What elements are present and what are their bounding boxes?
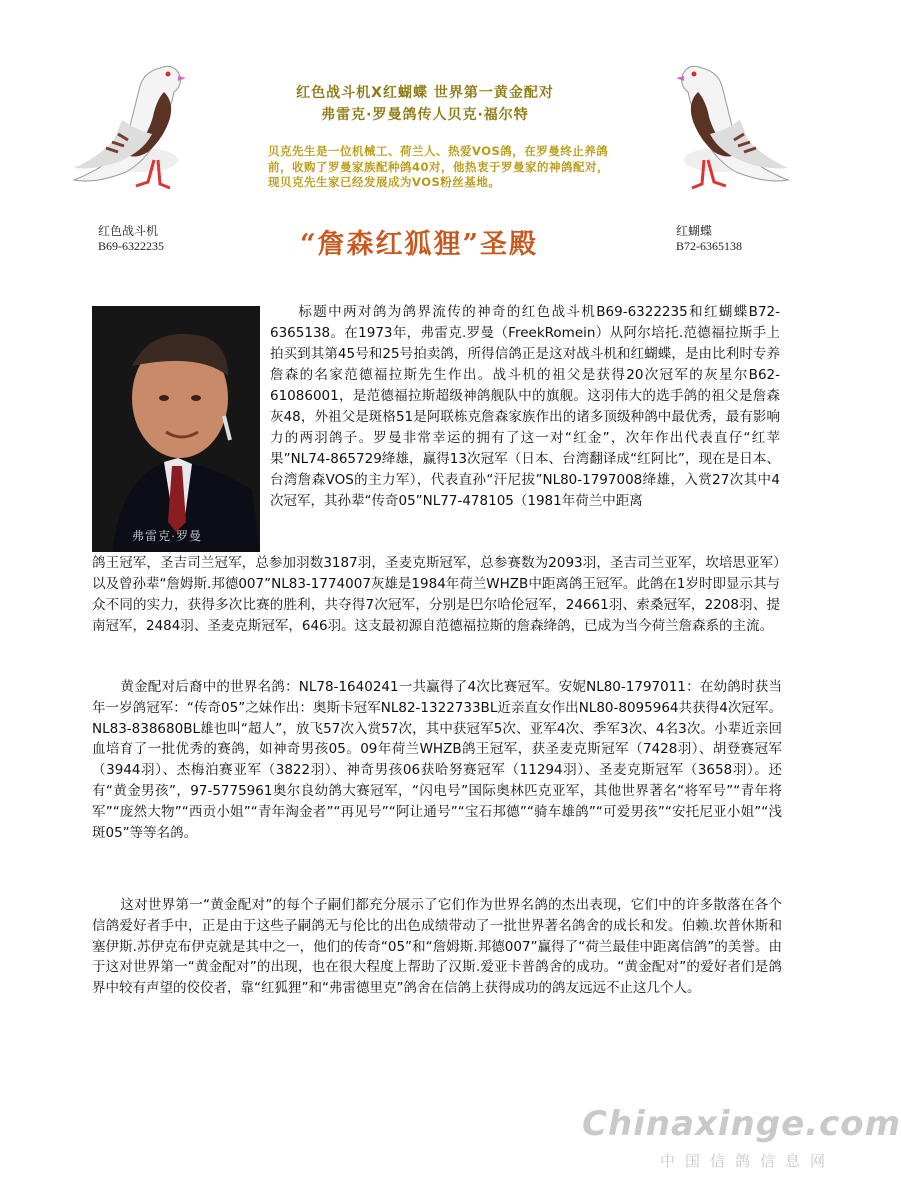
left-bird-name: 红色战斗机 [98,224,159,238]
portrait-caption: 弗雷克·罗曼 [132,529,202,543]
paragraph-1-continued: 鸽王冠军，圣吉司兰冠军，总参加羽数3187羽，圣麦克斯冠军，总参赛数为2093羽，圣吉司兰亚军，坎培思亚军）以及曾孙辈“詹姆斯.邦德007”NL83-1774007灰雄是1984年荷兰WHZB中距离鸽王冠军。此鸽在1岁时即显示其与众不同的实力，获得多次比赛的胜利，共夺得7次冠军，分别是巴尔哈伦冠军，24661羽、索桑冠军，2208羽、提南冠军，2484羽、圣麦克斯冠军，646羽。这支最初源自范德福拉斯的詹森绛鸽，已成为当今荷兰詹森系的主流。 [92,555,780,634]
left-bird-caption [98,224,164,254]
right-bird-caption [676,224,742,254]
portrait-illustration [92,306,260,552]
right-bird-name: 红蝴蝶 [676,224,713,238]
left-bird-ring: B69-6322235 [98,239,164,253]
hall-title: “詹森红狐狸”圣殿 [300,229,539,260]
intro-text: 贝克先生是一位机械工、荷兰人、热爱VOS鸽，在罗曼终止养鸽前，收购了罗曼家族配种鸽40对，他热衷于罗曼家的神鸽配对，现贝克先生家已经发展成为VOS粉丝基地。 [268,144,610,189]
right-bird-ring: B72-6365138 [676,239,742,253]
portrait-photo [92,306,260,552]
headline-pairing: 红色战斗机X红蝴蝶 世界第一黄金配对 [296,85,554,101]
paragraph-1-intro: 标题中两对鸽为鸽界流传的神奇的红色战斗机B69-6322235和红蝴蝶B72-6365138。在1973年，弗雷克.罗曼（FreekRomein）从阿尔培托.范德福拉斯手上拍买到其第45号和25号拍卖鸽，所得信鸽正是这对战斗机和红蝴蝶，是由比利时专养詹森的名家范德福拉斯先生作出。战斗机的祖父是获得20次冠军的灰星尔B62-61086001，是范德福拉斯超级神鸽舰队中的旗舰。这羽伟大的选手鸽的祖父是詹森灰48，外祖父是斑格51是阿联栋克詹森家族作出的诸多顶级种鸽中最优秀，最有影响力的两羽鸽子。罗曼非常幸运的拥有了这一对“红金”，次年作出代表直仔“红苹果”NL74-865729绛雄，赢得13次冠军（日本、台湾翻译成“红阿比”，现在是日本、台湾詹森VOS的主力军），代表直孙“汗尼拔”NL80-1797008绛雄，入赏27次其中4次冠军，其孙辈“传奇05”NL77-478105（1981年荷兰中距离 [270,304,780,509]
site-watermark: Chinaxinge.com [582,1104,901,1144]
red-butterfly-pigeon-image [650,50,790,210]
paragraph-2: 黄金配对后裔中的世界名鸽：NL78-1640241一共赢得了4次比赛冠军。安妮NL80-1797011：在幼鸽时获当年一岁鸽冠军：“传奇05”之妹作出：奥斯卡冠军NL82-1322733BL近亲直女作出NL80-8095964共获得4次冠军。NL83-838680BL雄也叫“超人”，放飞57次入赏57次，其中获冠军5次、亚军4次、季军3次、4名3次。小辈近亲回血培育了一批优秀的赛鸽，如神奇男孩05。09年荷兰WHZB鸽王冠军，获圣麦克斯冠军（7428羽）、胡登赛冠军（3944羽）、杰梅泊赛亚军（3822羽）、神奇男孩06获哈努赛冠军（11294羽）、圣麦克斯冠军（3658羽）。还有“黄金男孩”，97-5775961奥尔良幼鸽大赛冠军，“闪电号”国际奥林匹克亚军，其他世界著名“将军号”“青年将军”“庞然大物”“西贡小姐”“青年淘金者”“再见号”“阿让通号”“宝石邦德”“骑车雄鸽”“可爱男孩”“安托尼亚小姐”“浅斑05”等等名鸽。 [92,679,782,841]
red-fighter-pigeon-image [72,50,212,210]
paragraph-3: 这对世界第一“黄金配对”的每个子嗣们都充分展示了它们作为世界名鸽的杰出表现，它们中的许多散落在各个信鸽爱好者手中，正是由于这些子嗣鸽无与伦比的出色成绩带动了一批世界著名鸽舍的成长和发。伯赖.坎普休斯和塞伊斯.苏伊克布伊克就是其中之一，他们的传奇“05”和“詹姆斯.邦德007”赢得了“荷兰最佳中距离信鸽”的美誉。由于这对世界第一“黄金配对”的出现，也在很大程度上帮助了汉斯.爱亚卡普鸽舍的成功。“黄金配对”的爱好者们是鸽界中较有声望的佼佼者，靠“红狐狸”和“弗雷德里克”鸽舍在信鸽上获得成功的鸽友远远不止这几个人。 [92,897,782,997]
site-watermark-subtitle: 中国信鸽信息网 [660,1152,836,1170]
headline-heir: 弗雷克·罗曼鸽传人贝克·福尔特 [321,107,529,123]
